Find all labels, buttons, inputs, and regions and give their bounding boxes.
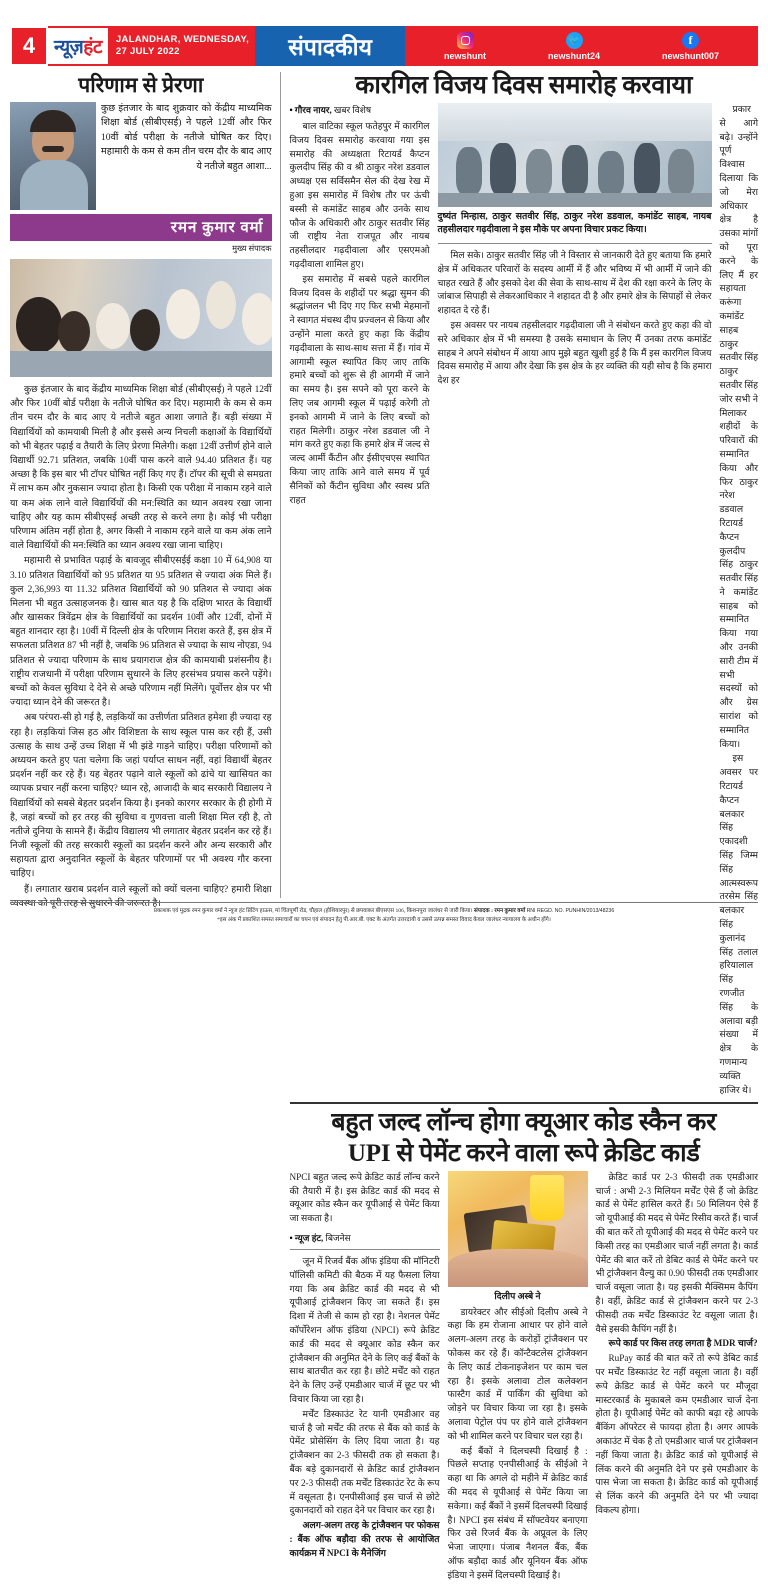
upi-paragraph: जून में रिजर्व बैंक ऑफ इंडिया की मॉनिटरी पॉलिसी कमिटी की बैठक में यह फैसला लिया गया कि अब क्रेडिट कार्ड की मदद से भी यूपीआई ट्रांजैक्शन किए जा सकते हैं। इस दिशा में तेजी से काम हो रहा है। नेशनल पेमेंट कॉर्पोरेशन ऑफ इंडिया (NPCI) रूपे क्रेडिट कार्ड की मदद से क्यूआर कोड स्कैन कर ट्रांजैक्शन की अनुमित देने के लिए कई बैंकों के साथ बातचीत कर रहा है। छोटे मर्चेंट को राहत देने के लिए उन्हें एमडीआर चार्ज में छूट पर भी विचार किया जा रहा है। (289, 1256, 440, 1405)
upi-grid (290, 1171, 759, 1584)
kargil-paragraph: इस अवसर पर रिटायर्ड कैप्टन बलकार सिंह एकादशी सिंह जिम्म सिंह आत्मस्वरूप तरसेम सिंह बलकार सिंह कुलानंद सिंह तलाल हरियालाल सिंह रणजीत सिंह के अलावा बड़ी संख्या में क्षेत्र के गणमान्य व्यक्ति हाजिर थे। (719, 753, 759, 1095)
editorial-paragraph: हैं। लगातार खराब प्रदर्शन वाले स्कूलों को क्यों चलना चाहिए? हमारी शिक्षा व्यवस्था को पूरी तरह से सुधारने की जरूरत है। (10, 884, 272, 909)
upi-paragraph: RuPay कार्ड की बात करें तो रूपे डेबिट कार्ड पर मर्चेंट डिस्काउंट रेट नहीं वसूला जाता है। वहीं रूपे क्रेडिट कार्ड से पेमेंट करने पर मौजूदा मास्टरकार्ड के मुकाबले कम एमडीआर चार्ज देना होता है। यूपीआई पेमेंट को काफी बढ़ा रहे आपके बैंकिंग ऑपरेटर से फायदा होता है। अगर आपके अकाउंट में चेक है तो एमडीआर चार्ज पर ट्रांजैक्शन नहीं किया जाता है। क्रेडिट कार्ड को यूपीआई से लिंक करने की अनुमति देने पर इसे एमडीआर के पास भेजा जा सकता है। क्रेडिट कार्ड को यूपीआई से लिंक करने की अनुमति देने पर भी ज्यादा विकल्प होगा। (595, 1353, 758, 1515)
editor-portrait (10, 102, 96, 210)
kargil-photo-caption: दुष्यंत मिन्हास, ठाकुर सतवीर सिंह, ठाकुर नरेश डडवाल, कमांडेंट साहब, नायब तहसीलदार गढ़दीवाला ने इस मौके पर अपना विचार प्रकट किया। (437, 212, 712, 236)
editorial-intro-block (10, 102, 272, 210)
kargil-paragraph: इस अवसर पर नायब तहसीलदार गढ़दीवाला जी ने संबोधन करते हुए कहा की वो सरे अधिकार क्षेत्र में भी समस्या है उसके समाधान के लिए मैं उनका तरफ कमांडेंट साहब ने अपने संबोधन में आया आप मुझे बहुत खुशी हुई है कि मैं इस कारगिल विजय दिवस समारोह में आया और देखा कि इस क्षेत्र के हर व्यक्ति की यही सोच है कि हमारा देश हर (437, 319, 712, 386)
dateline-line2: 27 JULY 2022 (115, 46, 180, 57)
upi-text-col1 (290, 1255, 440, 1561)
footer-disclaimer: *इस अंक में प्रकाशित समस्त समाचारों का चयन एवं संपादन हेतु पी.आर.बी. एक्ट के अंतर्गत उत्तरदायी व उससे उत्पन्न समस्त विवाद केवल जालंधर न्यायालय के अधीन होंगे। (217, 916, 551, 923)
upi-col-1 (290, 1171, 440, 1584)
upi-headline-line1: बहुत जल्द लॉन्च होगा क्यूआर कोड स्कैन कर (331, 1108, 717, 1136)
kargil-headline: कारगिल विजय दिवस समारोह करवाया (355, 72, 693, 99)
article-divider (290, 1102, 759, 1104)
editor-name: रमन कुमार वर्मा (10, 214, 272, 241)
editorial-title: परिणाम से प्रेरणा (78, 73, 204, 97)
upi-paragraph: कई बैंकों ने दिलचस्पी दिखाई है : पिछले सप्ताह एनपीसीआई के सीईओ ने कहा था कि अगले दो महीने में क्रेडिट कार्ड की मदद से यूपीआई से पेमेंट किया जा सकेगा। कई बैंकों ने इसमें दिलचस्पी दिखाई है। NPCI इस संबंध में सॉफ्टवेयर बनाएगा फिर उसे रिजर्व बैंक के अप्रूवल के लिए भेजा जाएगा। पंजाब नैशनल बैंक, बैंक ऑफ बड़ौदा कार्ड और यूनियन बैंक ऑफ इंडिया ने इसमें दिलचस्पी दिखाई है। (447, 1445, 588, 1580)
facebook-icon: f (682, 32, 699, 49)
kargil-byline: • गौरव नायर, खबर विशेष (289, 105, 372, 115)
upi-col-2 (448, 1171, 588, 1584)
kargil-col-3 (720, 103, 759, 1098)
logo-text-part1: न्यूज़ (54, 37, 84, 58)
upi-text-col2 (448, 1306, 588, 1583)
upi-standfirst: NPCI बहुत जल्द रूपे क्रेडिट कार्ड लॉन्च करने की तैयारी में है। इस क्रेडिट कार्ड की मदद से क्यूआर कोड स्कैन कर यूपीआई से पेमेंट किया जा सकता है। (289, 1171, 440, 1224)
upi-reporter-name: न्यूज हंट, (294, 1233, 324, 1244)
twitter-handle: newshunt24 (548, 50, 601, 61)
section-title: संपादकीय (255, 26, 405, 66)
newspaper-logo[interactable] (48, 28, 108, 64)
kargil-paragraph: बाल वाटिका स्कूल फतेहपुर में कारगिल विजय दिवस समारोह करवाया गया इस समारोह की अध्यक्षता रिटायर्ड कैप्टन कुलदीप सिंह की व श्री ठाकुर नरेश डडवाल अध्यक्ष एस सर्विसमैन सेल की देख रेख में हुआ इस समारोह में विशेष तौर पर ऊंची बस्सी से कमांडेंट साहब और उनके साथ फौज के अधिकारी और ठाकुर सतवीर सिंह जी राष्ट्रीय नेता राजपूत और नायब तहसीलदार गढ़दीवाला और एसएमओ गढ़दीवाला शामिल हुए। (289, 121, 430, 269)
page-number: 4 (10, 26, 48, 66)
upi-paragraph: डायरेक्टर और सीईओ दिलीप अस्बे ने कहा कि हम रोजाना आधार पर होने वाले अलग-अलग तरह के करोड़ों ट्रांजैक्शन पर फोकस कर रहे हैं। कॉन्टैक्टलेस ट्रांजैक्शन के लिए कार्ड टोकनाइजेशन पर काम चल रहा है। इसके अलावा टोल कलेक्शन फास्टैग कार्ड में पार्किंग की सुविधा को जोड़ने पर विचार किया जा रहा है। इसके अलावा पेट्रोल पंप पर होने वाले ट्रांजैक्शन को भी शामिल करने पर विचार चल रहा है। (447, 1306, 588, 1441)
kargil-col-1 (290, 103, 430, 1098)
kargil-col-2 (438, 103, 712, 1098)
article-upi (290, 1109, 759, 1584)
kargil-paragraph: मिल सके। ठाकुर सतवीर सिंह जी ने विस्तार से जानकारी देते हुए बताया कि हमारे क्षेत्र में अधिकतर परिवारों के सदस्य आर्मी में हैं और भविष्य में भी आर्मी में जाने की चाहत रखते हैं और इसको देश की सेवा के साथ-साथ में देश की रक्षा करने के लिए के जांबाज सिपाही से लेकरआधिकार ने शहादत दी है और हमारे क्षेत्र के सिपाहों से लेकर शहादत दे रहे हैं। (437, 249, 712, 316)
kargil-top-grid (290, 103, 759, 1098)
editorial-paragraph: महामारी से प्रभावित पढ़ाई के बावजूद सीबीएसईई कक्षा 10 में 64,908 या 3.10 प्रतिशत विद्यार्थियों को 95 प्रतिशत या 95 प्रतिशत से ज्यादा अंक मिले हैं। कुल 2,36,993 या 11.32 प्रतिशत विद्यार्थियों को 90 प्रतिशत से ज्यादा अंक मिलना भी बहुत उत्साहजनक है। खास बात यह है कि दक्षिण भारत के विद्यार्थी और खासकर त्रिवेंद्रम क्षेत्र के विद्यार्थियों का प्रदर्शन 10वीं और 12वीं, दोनों में बहुत शानदार रहा है। 10वीं में दिल्ली क्षेत्र के परिणाम निराश करते हैं, इस क्षेत्र में सफलता प्रतिशत 87 भी नहीं है, जबकि 96 प्रतिशत से ज्यादा के साथ नोएडा, 94 प्रतिशत से ज्यादा परिणाम के साथ प्रयागराज क्षेत्र की कामयाबी प्रशंसनीय है। राष्ट्रीय राजधानी में परीक्षा परिणाम सुधारने के लिए हरसंभव प्रयास करने पड़ेंगे। बच्चों को केवल सुविधा दे देने से अच्छे परिणाम नहीं मिलेंगे। पूर्वोत्तर क्षेत्र पर भी ज्यादा ध्यान देने की जरूरत है। (10, 556, 272, 709)
editor-designation: मुख्य संपादक (232, 244, 272, 254)
upi-paragraph: रूपे कार्ड पर किस तरह लगता है MDR चार्ज? (608, 1338, 758, 1349)
kargil-paragraph: प्रकार से आगे बढ़े। उन्होंने पूर्ण विश्वास दिलाया कि जो मेरा अधिकार क्षेत्र है उसका मांगों को पूरा करने के लिए मैं हर सहायता करूंगा कमांडेंट साहब ठाकुर सतवीर सिंह ठाकुर सतवीर सिंह जोर सभी ने मिलाकर शहीदों के परिवारों की सम्मानित किया और फिर ठाकुर नरेश डडवाल रिटायर्ड कैप्टन कुलदीप सिंह ठाकुर सतवीर सिंह ने कमांडेंट साहब को सम्मानित किया गया और उनकी सारी टीम में सभी सदस्यों को और ग्रेस सारांश को सम्मानित किया। (719, 104, 758, 749)
upi-byline: • न्यूज हंट, बिजनेस (289, 1233, 351, 1244)
page-footer (10, 902, 758, 924)
footer-imprint-line (10, 907, 758, 916)
editorial-paragraph: अब परंपरा-सी हो गई है, लड़कियों का उत्तीर्णता प्रतिशत हमेशा ही ज्यादा रह रहा है। लड़कियां जिस हठ और विशिष्टता के साथ स्कूल पास कर रही हैं, उसी उत्साह के साथ उन्हें उच्च शिक्षा में भी झंडे गाड़ने चाहिए। परीक्षा परिणामों को अध्ययन करते हुए पता चलेगा कि जहां पर्याप्त साधन नहीं, वहां विद्यार्थी बेहतर प्रदर्शन नहीं कर रहे हैं। यह बेहतर पढ़ाने वाले स्कूलों को ढांचे या खासियत का व्यापक प्रचार नहीं करना चाहिए? ध्यान रहे, आजादी के बाद सरकारी विद्यालय ने विद्यार्थियों को सबसे बेहतर प्रदर्शन किया है। इनको कारगर सरकार के ही होगी में है, जहां बच्चों को हर तरह की सुविधा व गुणवत्ता वाली शिक्षा मिल रही है, तो नतीजे दुनिया के सामने हैं। केंद्रीय विद्यालय भी लगातार बेहतर प्रदर्शन कर रहे हैं। निजी स्कूलों की तरह सरकारी स्कूलों का प्रदर्शन करने और अन्य सरकारी और सहायता द्वारा अनुदानित स्कूलों के बेहतर परिणामों पर भी अवश्य गौर करना चाहिए। (10, 713, 272, 880)
edition-dateline (108, 26, 249, 66)
article-kargil (290, 72, 759, 1104)
editorial-body (10, 383, 272, 911)
kargil-reporter-desk: खबर विशेष (333, 105, 372, 115)
footer-rni: RNI REGD. NO. PUNHIN/2013/48236 (526, 908, 615, 914)
instagram-icon (457, 32, 474, 49)
kargil-text-col3 (720, 103, 759, 1097)
logo-text-part2: हंट (83, 37, 102, 58)
upi-headline-line2: UPI से पेमेंट करने वाला रूपे क्रेडिट कार्ड (347, 1139, 700, 1167)
twitter-icon: 🐦 (566, 32, 583, 49)
facebook-handle: newshunt007 (661, 50, 719, 61)
masthead (10, 26, 758, 66)
editorial-column (10, 72, 280, 909)
instagram-handle: newshunt (444, 50, 487, 61)
upi-reporter-desk: बिजनेस (325, 1233, 351, 1244)
upi-credit-card-photo (448, 1171, 588, 1287)
upi-paragraph: अलग-अलग तरह के ट्रांजैक्शन पर फोकस : बैंक ऑफ बड़ौदा की तरफ से आयोजित कार्यक्रम में NPCI के मैनेजिंग (289, 1520, 440, 1558)
kargil-text-col2 (438, 249, 712, 388)
kargil-text-col1 (290, 120, 430, 507)
editorial-paragraph: कुछ इंतजार के बाद केंद्रीय माध्यमिक शिक्षा बोर्ड (सीबीएसई) ने पहले 12वीं और फिर 10वीं बोर्ड परीक्षा के नतीजे घोषित कर दिए। महामारी के कम से कम तीन चरम दौर के बाद आए ये नतीजे बहुत आशा जगाते हैं। बड़ी संख्या में विद्यार्थियों को कामयाबी मिली है और इससे अन्य निचली कक्षाओं के विद्यार्थियों को भी बेहतर पढ़ाई व तैयारी के लिए प्रेरणा मिलेगी। कक्षा 12वीं उत्तीर्ण होने वाले विद्यार्थी 92.71 प्रतिशत, जबकि 10वीं पास करने वाले 94.40 प्रतिशत हैं। यह अच्छा है कि इस बार भी टॉपर घोषित नहीं किए गए हैं। टॉपर की सूची से समग्रता में लाभ कम और नुकसान ज्यादा होता है। किसी एक परीक्षा में नाकाम रहने वाले या कम अंक लाने वाले विद्यार्थियों की मन:स्थिति का ध्यान अवश्य रखा जाना चाहिए और यह काम सीबीएसई अच्छी तरह से करने लगा है। कोई भी परीक्षा परिणाम अंतिम नहीं होता है, अगर किसी ने नाकाम रहने वाले या कम अंक लाने वाले विद्यार्थियों की मन:स्थिति का ध्यान अवश्य रखा जाना चाहिए। (10, 385, 272, 552)
editorial-photo-students (10, 259, 272, 377)
dateline-line1: JALANDHAR, WEDNESDAY, (115, 34, 250, 46)
kargil-paragraph: इस समारोह में सबसे पहले कारगिल विजय दिवस के शहीदों पर श्रद्धा सुमन की श्रद्धांजलन भी दिए गए फिर सभी मेहमानों ने स्वागत मंचस्थ दीप प्रज्वलन से किया और उन्होंने माला करते हुए कहा कि केंद्रीय गढ़दीवाला के साथ-साथ सत्ता में हैं। गांव में आगामी स्कूल स्थापित किए जाए ताकि हमारे बच्चों को शुरू से ही आगमी में जाने का समय है। इस सपने को पूरा करने के लिए जब आगमी स्कूल में पढ़ाई करेगी तो इनको आगमी में जाने के लिए बच्चों को राहत मिलेगी। ठाकुर नरेश डडवाल जी ने मांग करते हुए कहा कि हमारे क्षेत्र में जल्द से जल्द आर्मी कैंटीन और ईसीएचएस स्थापित किया जाए ताकि आने वाले समय में पूर्व सैनिकों को कैंटीन सुविधा और स्वस्थ प्रति राहत (289, 273, 430, 505)
upi-text-col3 (596, 1171, 759, 1518)
social-facebook[interactable] (662, 32, 719, 61)
footer-publisher: प्रकाशक एवं मुद्रक रमन कुमार वर्मा ने न्यूज हंट प्रिंटिंग हाऊस, मां चिंतपूर्णी रोड, चौहाल (होशियारपुर) से छपवाकर बीएसएस 106, किशनपुरा जालंधर से जारी किया। (153, 908, 473, 914)
upi-col-3 (596, 1171, 759, 1584)
upi-photo-caption: दिलीप अस्बे ने (494, 1290, 541, 1301)
footer-editor: संपादक : रमन कुमार वर्मा (474, 908, 526, 914)
social-links (405, 26, 758, 66)
upi-paragraph: क्रेडिट कार्ड पर 2-3 फीसदी तक एमडीआर चार्ज : अभी 2-3 मिलियन मर्चेंट ऐसे हैं जो क्रेडिट कार्ड से पेमेंट हासिल करते हैं। 50 मिलियन ऐसे हैं जो यूपीआई की मदद से पेमेंट रिसीव करते हैं। चार्ज की बात करें तो यूपीआई की मदद से पेमेंट करने पर किसी तरह का एमडीआर चार्ज नहीं लगता है। कार्ड पेमेंट की बात करें तो डेबिट कार्ड से पेमेंट करने पर भी ट्रांजैक्शन वैल्यु का 0.90 फीसदी तक एमडीआर चार्ज वसूला जाता है। यह इसकी मैक्सिमम कैपिंग है। वहीं, क्रेडिट कार्ड से ट्रांजैक्शन करने पर 2-3 फीसदी तक मर्चेंट डिस्काउंट रेट वसूला जाता है। वैसे इसकी कैपिंग नहीं है। (595, 1171, 758, 1334)
editorial-standfirst: कुछ इंतजार के बाद शुक्रवार को केंद्रीय माध्यमिक शिक्षा बोर्ड (सीबीएसई) ने पहले 12वीं और फिर 10वीं बोर्ड परीक्षा के नतीजे घोषित कर दिए। महामारी के कम से कम तीन चरम दौर के बाद आए ये नतीजे बहुत आशा... (101, 103, 272, 172)
kargil-reporter-name: गौरव नायर, (294, 105, 332, 115)
upi-paragraph: मर्चेंट डिस्काउंट रेट यानी एमडीआर वह चार्ज है जो मर्चेंट की तरफ से बैंक को कार्ड के पेमेंट प्रोसेसिंग के लिए दिया जाता है। यह ट्रांजैक्शन का 2-3 फीसदी तक हो सकता है। बैंक बड़े दुकानदारों से क्रेडिट कार्ड ट्रांजैक्शन पर 2-3 फीसदी तक मर्चेंट डिस्काउंट रेट के रूप में वसूलता है। एनपीसीआई इस चार्ज से छोटे दुकानदारों को राहत देने पर विचार कर रहा है। (289, 1408, 440, 1516)
social-instagram[interactable] (444, 32, 486, 61)
social-twitter[interactable] (548, 32, 600, 61)
caption-rule (438, 243, 712, 244)
byline-rule (290, 1249, 440, 1250)
kargil-event-photo (438, 103, 712, 207)
